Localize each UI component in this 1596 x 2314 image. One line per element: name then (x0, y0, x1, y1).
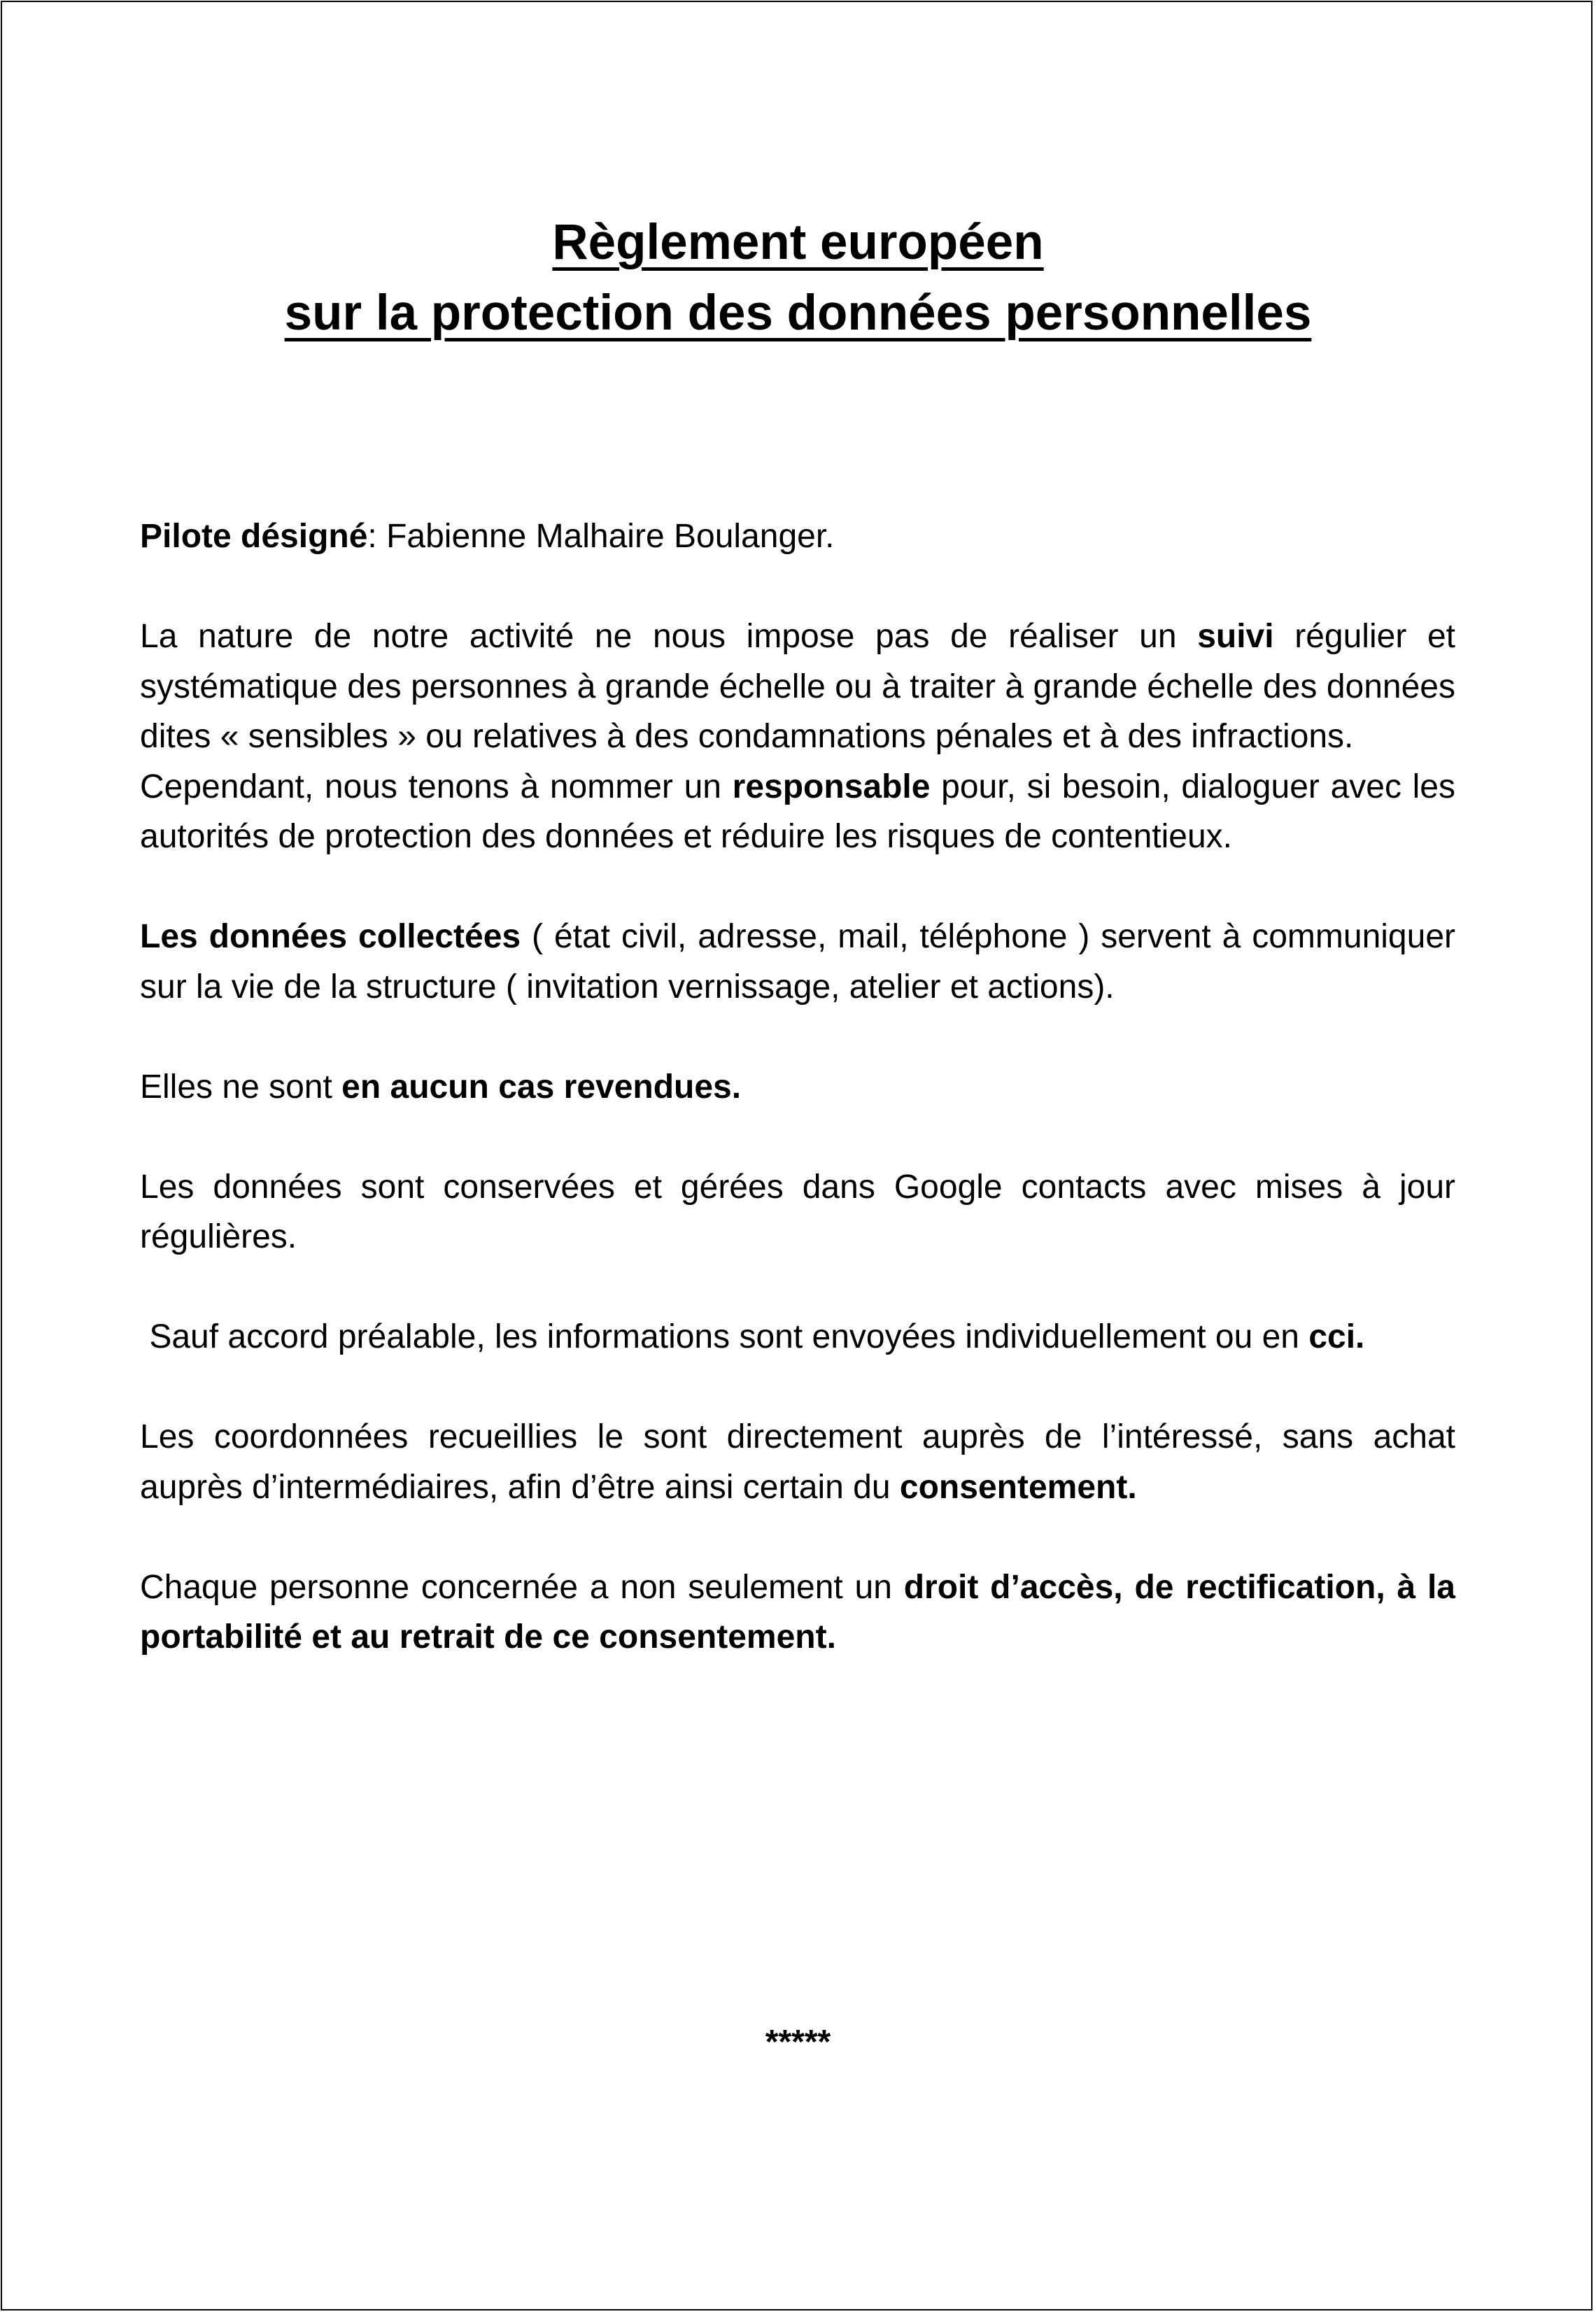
storage-text: Les données sont conservées et gérées dans Google contacts avec mises à jour régulières. (140, 1168, 1455, 1255)
collected-bold: Les données collectées (140, 918, 521, 955)
rights-bold: droit d’accès, de rectification, à la portabilité et au retrait de ce consentement. (140, 1568, 1455, 1656)
title-line-2: sur la protection des données personnelles (284, 285, 1312, 341)
collected-data-paragraph (140, 912, 1455, 1012)
nature-text-2: régulier et systématique des personnes à grande échelle ou à traiter à grande échelle des données dites « sensibles » ou relatives à des condamnations pénales et à des infractions. (140, 618, 1455, 755)
resale-paragraph (140, 1062, 1455, 1113)
sending-bold-cci: cci. (1308, 1318, 1365, 1355)
document-body (140, 512, 1455, 1663)
rights-text: Chaque personne concernée a non seulement un (140, 1568, 904, 1606)
nature-text-1: La nature de notre activité ne nous impose pas de réaliser un (140, 618, 1198, 655)
pilot-name: : Fabienne Malhaire Boulanger. (367, 518, 835, 555)
consent-paragraph (140, 1412, 1455, 1512)
resale-bold: en aucun cas revendues. (341, 1068, 742, 1106)
rights-paragraph (140, 1562, 1455, 1663)
responsible-bold: responsable (732, 768, 931, 805)
responsible-text-1: Cependant, nous tenons à nommer un (140, 768, 733, 805)
consent-text: Les coordonnées recueillies le sont directement auprès de l’intéressé, sans achat auprès d’intermédiaires, afin d’être ainsi certain du (140, 1418, 1455, 1506)
nature-paragraph (140, 612, 1455, 762)
sending-text: Sauf accord préalable, les informations sont envoyées individuellement ou en (140, 1318, 1309, 1355)
sending-paragraph (140, 1312, 1455, 1362)
pilot-label: Pilote désigné (140, 518, 368, 555)
responsible-paragraph (140, 762, 1455, 862)
document-title (0, 207, 1596, 348)
collected-text: ( état civil, adresse, mail, téléphone ) servent à communiquer sur la vie de la structure ( invitation vernissage, atelier et actions). (140, 918, 1455, 1006)
responsible-text-2: pour, si besoin, dialoguer avec les autorités de protection des données et réduire les risques de contentieux. (140, 768, 1455, 855)
title-line-1: Règlement européen (552, 215, 1044, 270)
resale-text: Elles ne sont (140, 1068, 342, 1106)
consent-bold: consentement. (899, 1468, 1137, 1506)
pilot-paragraph (140, 512, 1455, 562)
footer-separator: ***** (765, 2024, 831, 2061)
nature-bold-suivi: suivi (1197, 618, 1274, 655)
storage-paragraph (140, 1162, 1455, 1262)
